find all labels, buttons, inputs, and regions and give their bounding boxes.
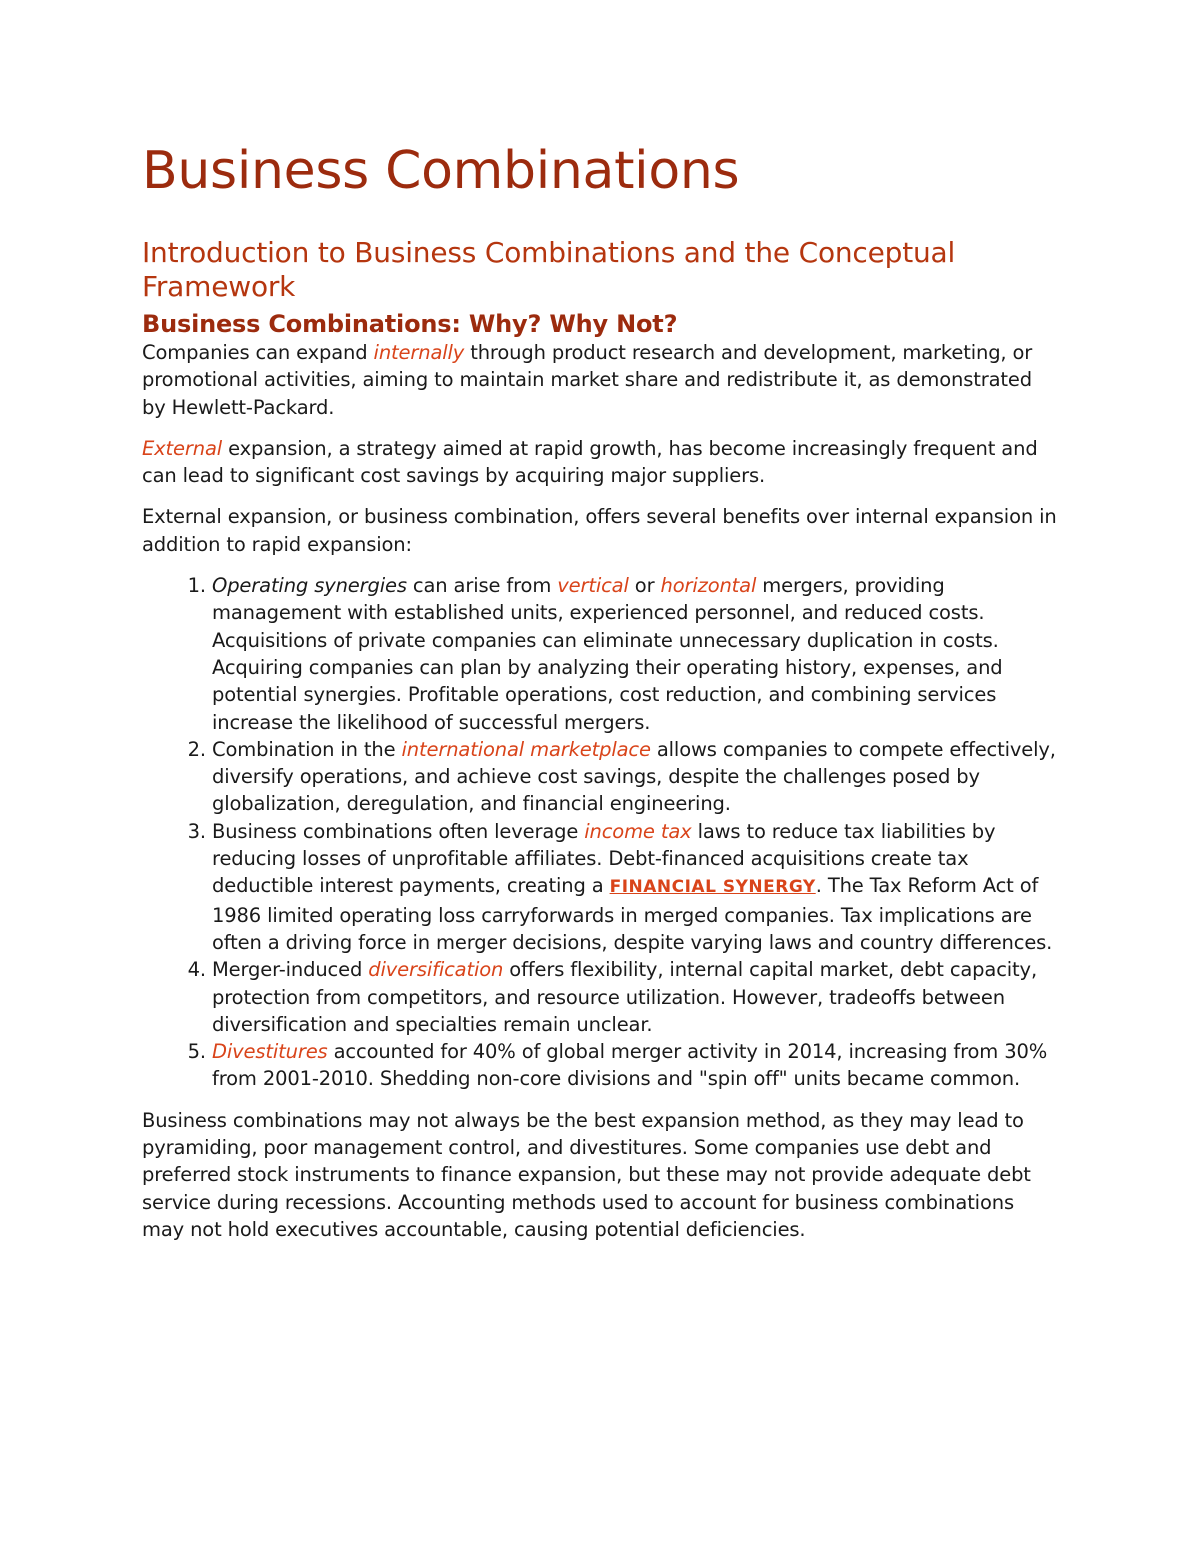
document-title: Business Combinations xyxy=(142,141,740,201)
paragraph-external-expansion: External expansion, a strategy aimed at rapid growth, has become increasingly frequent and can lead to significant cost savings by acquiring major suppliers. xyxy=(142,436,1038,488)
subsection-heading: Business Combinations: Why? Why Not? xyxy=(142,310,678,338)
term-internally: internally xyxy=(373,341,465,364)
term-vertical: vertical xyxy=(557,574,629,598)
paragraph-benefits-intro: External expansion, or business combination, offers several benefits over internal expansion in addition to rapid expansion: xyxy=(142,505,1057,556)
term-horizontal: horizontal xyxy=(660,574,757,598)
list-item: 3. Business combinations often leverage income tax laws to reduce tax liabilities by reducing losses of unprofitable affiliates. Debt-financed acquisitions create tax deductible interest payments, creating a FINANCIAL SYNERGY. The Tax Reform Act of 1986 limited operating loss carryforwards in merged companies. Tax implications are often a driving force in merger decisions, despite varying laws and country differences. xyxy=(212,818,1060,956)
list-item: 2. Combination in the international marketplace allows companies to compete effectively, diversify operations, and achieve cost savings, despite the challenges posed by globalization, deregulation, and financial engineering. xyxy=(212,736,1060,818)
benefits-list xyxy=(142,572,1060,1093)
term-international-marketplace: international marketplace xyxy=(401,737,651,761)
term-operating-synergies: Operating synergies xyxy=(212,574,407,598)
term-divestitures: Divestitures xyxy=(212,1040,328,1064)
financial-synergy-link[interactable]: FINANCIAL SYNERGY xyxy=(609,877,816,898)
list-item: 4. Merger-induced diversification offers flexibility, internal capital market, debt capacity, protection from competitors, and resource utilization. However, tradeoffs between diversification and specialties remain unclear. xyxy=(212,956,1060,1038)
term-external: External xyxy=(142,436,223,460)
paragraph-drawbacks: Business combinations may not always be the best expansion method, as they may lead to pyramiding, poor management control, and divestitures. Some companies use debt and preferred stock instruments to finance expansion, but these may not provide adequate debt service during recessions. Accounting methods used to account for business combinations may not hold executives accountable, causing potential deficiencies. xyxy=(142,1108,1031,1241)
term-diversification: diversification xyxy=(368,958,504,982)
list-item: 5. Divestitures accounted for 40% of global merger activity in 2014, increasing from 30% from 2001-2010. Shedding non-core divisions and "spin off" units became common. xyxy=(212,1038,1060,1093)
list-item: 1. Operating synergies can arise from vertical or horizontal mergers, providing management with established units, experienced personnel, and reduced costs. Acquisitions of private companies can eliminate unnecessary duplication in costs. Acquiring companies can plan by analyzing their operating history, expenses, and potential synergies. Profitable operations, cost reduction, and combining services increase the likelihood of successful mergers. xyxy=(212,572,1060,736)
term-income-tax: income tax xyxy=(584,819,692,843)
section-heading: Introduction to Business Combinations and the Conceptual Framework xyxy=(142,236,956,303)
paragraph-internal-expansion: Companies can expand internally through product research and development, marketing, or promotional activities, aiming to maintain market share and redistribute it, as demonstrated by Hewlett-Packard. xyxy=(142,341,1033,419)
